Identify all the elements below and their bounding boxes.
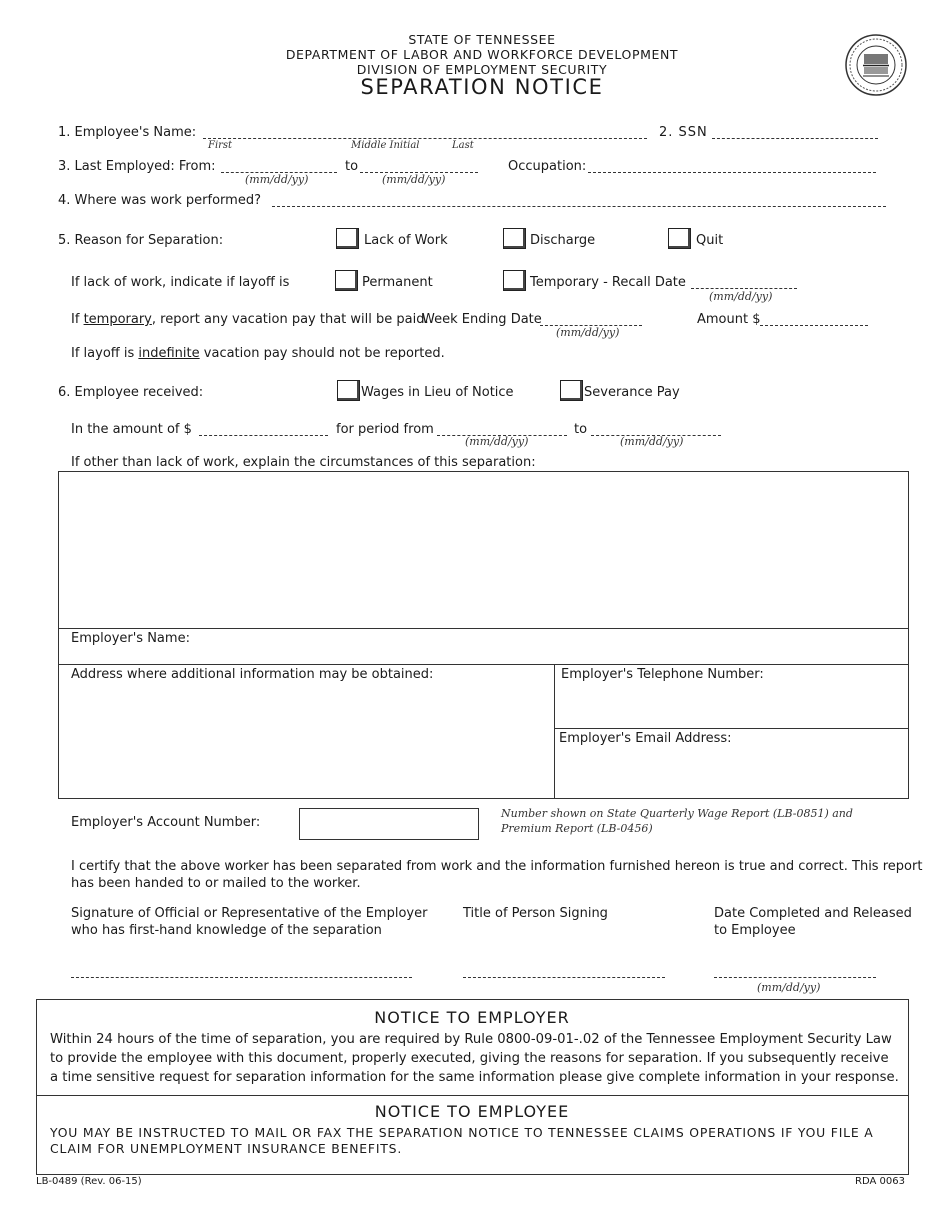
- account-note-1: Number shown on State Quarterly Wage Report (LB-0851) and: [501, 807, 853, 820]
- state-seal-icon: [845, 34, 907, 96]
- ssn-label: 2. SSN: [659, 125, 708, 140]
- layoff-type-label: If lack of work, indicate if layoff is: [71, 275, 290, 290]
- employee-name-label: 1. Employee's Name:: [58, 125, 197, 140]
- lack-of-work-checkbox[interactable]: [336, 228, 359, 249]
- explain-label: If other than lack of work, explain the circumstances of this separation:: [71, 455, 536, 470]
- certify-text-1: I certify that the above worker has been separated from work and the information furnished hereon is true and correct. This report: [71, 859, 923, 874]
- certify-text-2: has been handed to or mailed to the worker.: [71, 876, 361, 891]
- for-period-label: for period from: [336, 422, 434, 437]
- discharge-label: Discharge: [530, 233, 596, 248]
- account-number-label: Employer's Account Number:: [71, 815, 261, 830]
- occupation-field[interactable]: [588, 172, 876, 173]
- middle-initial-caption: Middle Initial: [351, 140, 420, 151]
- date-format-caption: (mm/dd/yy): [757, 981, 821, 994]
- occupation-label: Occupation:: [508, 159, 587, 174]
- page-title: SEPARATION NOTICE: [360, 75, 604, 99]
- last-caption: Last: [452, 140, 474, 151]
- permanent-checkbox[interactable]: [335, 270, 358, 291]
- amount-field[interactable]: [760, 325, 868, 326]
- date-format-caption: (mm/dd/yy): [382, 173, 446, 186]
- notice-employee-text: YOU MAY BE INSTRUCTED TO MAIL OR FAX THE SEPARATION NOTICE TO TENNESSEE CLAIMS OPERATIONS IF YOU FILE A CLAIM FOR UNEMPLOYMENT INSURANCE BENEFITS.: [50, 1125, 874, 1156]
- ssn-field[interactable]: [712, 138, 878, 139]
- divider: [36, 1095, 908, 1096]
- explanation-area[interactable]: [59, 472, 906, 627]
- telephone-label: Employer's Telephone Number:: [561, 667, 764, 682]
- discharge-checkbox[interactable]: [503, 228, 526, 249]
- notice-employer-text: Within 24 hours of the time of separation, you are required by Rule 0800-09-01-.02 of the Tennessee Employment Security Law to provide the employee with this document, properly executed, giving the reasons for separation. If you subsequently receive a time sensitive request for separation information for the same information please give complete information in your response.: [50, 1032, 899, 1085]
- email-label: Employer's Email Address:: [559, 731, 732, 746]
- to-label: to: [574, 422, 588, 437]
- first-caption: First: [208, 140, 233, 151]
- rda-code: RDA 0063: [855, 1176, 905, 1187]
- in-amount-label: In the amount of $: [71, 422, 192, 437]
- indefinite-layoff-note: If layoff is indefinite vacation pay should not be reported.: [71, 346, 445, 361]
- form-id: LB-0489 (Rev. 06-15): [36, 1176, 142, 1187]
- notice-employer-title: NOTICE TO EMPLOYER: [374, 1008, 570, 1027]
- in-amount-field[interactable]: [199, 435, 328, 436]
- date-format-caption: (mm/dd/yy): [465, 435, 529, 448]
- wages-lieu-checkbox[interactable]: [337, 380, 360, 401]
- employer-name-label: Employer's Name:: [71, 631, 190, 646]
- vacation-pay-instruction: If temporary, report any vacation pay that will be paid.: [71, 312, 429, 327]
- title-signing-label: Title of Person Signing: [463, 906, 608, 921]
- notice-employee-title: NOTICE TO EMPLOYEE: [374, 1102, 570, 1121]
- date-completed-field[interactable]: [714, 977, 876, 978]
- divider: [554, 664, 555, 798]
- employee-received-label: 6. Employee received:: [58, 385, 204, 400]
- account-note-2: Premium Report (LB-0456): [501, 822, 653, 835]
- quit-checkbox[interactable]: [668, 228, 691, 249]
- header-division: DIVISION OF EMPLOYMENT SECURITY: [356, 62, 608, 77]
- amount-label: Amount $: [697, 312, 761, 327]
- address-label: Address where additional information may be obtained:: [71, 667, 434, 682]
- signature-field[interactable]: [71, 977, 412, 978]
- header-state: STATE OF TENNESSEE: [408, 32, 556, 47]
- title-signing-field[interactable]: [463, 977, 665, 978]
- severance-label: Severance Pay: [584, 385, 680, 400]
- where-work-field[interactable]: [272, 206, 886, 207]
- to-label: to: [345, 159, 359, 174]
- permanent-label: Permanent: [362, 275, 433, 290]
- date-format-caption: (mm/dd/yy): [709, 290, 773, 303]
- date-completed-label-2: to Employee: [714, 923, 796, 938]
- divider: [58, 664, 908, 665]
- signature-label-1: Signature of Official or Representative of the Employer: [71, 906, 428, 921]
- header-department: DEPARTMENT OF LABOR AND WORKFORCE DEVELOPMENT: [285, 47, 679, 62]
- employee-name-field[interactable]: [203, 138, 647, 139]
- divider: [554, 728, 908, 729]
- date-format-caption: (mm/dd/yy): [620, 435, 684, 448]
- temporary-checkbox[interactable]: [503, 270, 526, 291]
- severance-checkbox[interactable]: [560, 380, 583, 401]
- reason-label: 5. Reason for Separation:: [58, 233, 224, 248]
- date-format-caption: (mm/dd/yy): [556, 326, 620, 339]
- date-completed-label-1: Date Completed and Released: [714, 906, 912, 921]
- week-ending-label: Week Ending Date: [422, 312, 542, 327]
- account-number-input[interactable]: [299, 808, 479, 840]
- date-format-caption: (mm/dd/yy): [245, 173, 309, 186]
- lack-of-work-label: Lack of Work: [364, 233, 448, 248]
- where-work-label: 4. Where was work performed?: [58, 193, 261, 208]
- divider: [58, 628, 908, 629]
- temporary-recall-label: Temporary - Recall Date: [530, 275, 686, 290]
- signature-label-2: who has first-hand knowledge of the separation: [71, 923, 382, 938]
- wages-lieu-label: Wages in Lieu of Notice: [361, 385, 514, 400]
- last-employed-label: 3. Last Employed: From:: [58, 159, 216, 174]
- quit-label: Quit: [696, 233, 724, 248]
- recall-date-field[interactable]: [691, 288, 797, 289]
